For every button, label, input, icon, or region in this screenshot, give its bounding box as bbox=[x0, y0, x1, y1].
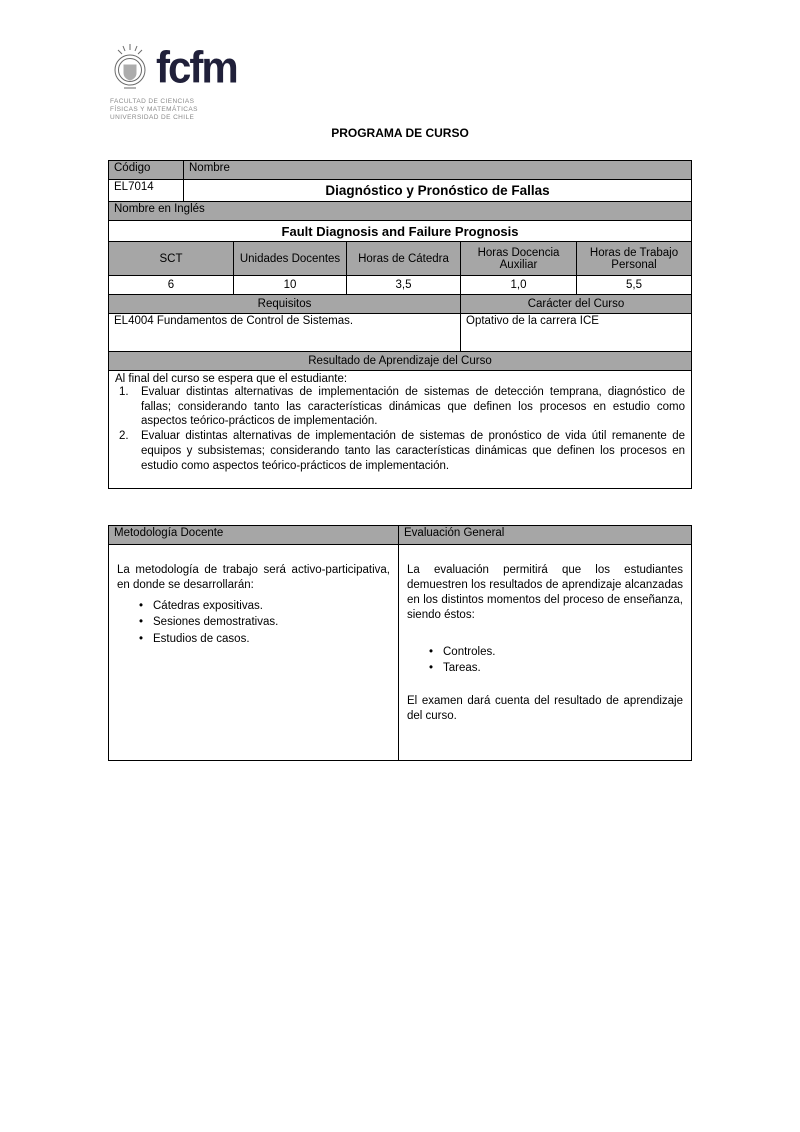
resultado-label-cell: Resultado de Aprendizaje del Curso bbox=[109, 352, 692, 371]
course-info-table bbox=[108, 160, 692, 489]
method-eval-body-row bbox=[109, 545, 692, 761]
metodologia-intro: La metodología de trabajo será activo-participativa, en donde se desarrollarán: bbox=[117, 564, 390, 591]
codigo-value-cell: EL7014 bbox=[109, 180, 184, 202]
metodologia-item-2: • Sesiones demostrativas. bbox=[139, 615, 390, 631]
requisitos-caracter-header-row bbox=[109, 295, 692, 314]
sct-header-cell: SCT bbox=[109, 242, 234, 276]
code-name-value-row bbox=[109, 180, 692, 202]
horas-catedra-value-cell: 3,5 bbox=[347, 276, 461, 295]
evaluacion-header-cell: Evaluación General bbox=[399, 526, 692, 545]
code-name-header-row bbox=[109, 161, 692, 180]
requisitos-value-cell: EL4004 Fundamentos de Control de Sistemas. bbox=[109, 314, 461, 352]
resultado-body-cell bbox=[109, 371, 692, 489]
requisitos-caracter-value-row bbox=[109, 314, 692, 352]
universidad-de-chile-seal-icon bbox=[110, 44, 150, 92]
evaluacion-intro: La evaluación permitirá que los estudiantes demuestren los resultados de aprendizaje alcanzadas en los distintos momentos del proceso de enseñanza, siendo éstos: bbox=[407, 564, 683, 621]
evaluacion-spacer-top bbox=[407, 623, 683, 639]
evaluacion-body-cell bbox=[399, 545, 692, 761]
resultado-item-1: Evaluar distintas alternativas de implementación de sistemas de detección temprana, diagnóstico de fallas; considerando tanto las características dinámicas que definen los procesos en estudio como aspectos teórico-prácticos de implementación. bbox=[141, 386, 685, 428]
page-title: PROGRAMA DE CURSO bbox=[331, 126, 469, 140]
credit-headers-row bbox=[109, 242, 692, 276]
metodologia-list bbox=[117, 599, 390, 648]
method-eval-header-row bbox=[109, 526, 692, 545]
metodologia-header-cell: Metodología Docente bbox=[109, 526, 399, 545]
horas-docencia-auxiliar-value-cell: 1,0 bbox=[461, 276, 577, 295]
fcfm-wordmark: fcfm bbox=[156, 42, 237, 93]
horas-trabajo-personal-header-cell: Horas de Trabajo Personal bbox=[577, 242, 692, 276]
evaluacion-item-2: • Tareas. bbox=[429, 661, 683, 677]
horas-docencia-auxiliar-header-cell: Horas Docencia Auxiliar bbox=[461, 242, 577, 276]
resultado-list bbox=[115, 385, 685, 473]
resultado-intro: Al final del curso se espera que el estudiante: bbox=[115, 373, 348, 385]
logo-caption bbox=[110, 98, 260, 122]
nombre-value-cell: Diagnóstico y Pronóstico de Fallas bbox=[184, 180, 692, 202]
nombre-ingles-label-cell: Nombre en Inglés bbox=[109, 202, 692, 221]
logo-caption-line3: UNIVERSIDAD DE CHILE bbox=[110, 114, 195, 122]
unidades-docentes-value-cell: 10 bbox=[234, 276, 347, 295]
caracter-value-cell: Optativo de la carrera ICE bbox=[461, 314, 692, 352]
english-name-header-row bbox=[109, 202, 692, 221]
evaluacion-spacer-bottom bbox=[407, 678, 683, 694]
horas-catedra-header-cell: Horas de Cátedra bbox=[347, 242, 461, 276]
sct-value-cell: 6 bbox=[109, 276, 234, 295]
evaluacion-item-1: • Controles. bbox=[429, 645, 683, 661]
fcfm-logo bbox=[110, 44, 260, 122]
unidades-docentes-header-cell: Unidades Docentes bbox=[234, 242, 347, 276]
horas-trabajo-personal-value-cell: 5,5 bbox=[577, 276, 692, 295]
evaluacion-outro: El examen dará cuenta del resultado de aprendizaje del curso. bbox=[407, 694, 683, 722]
metodologia-body-cell bbox=[109, 545, 399, 761]
resultado-header-row bbox=[109, 352, 692, 371]
logo-caption-line2: FÍSICAS Y MATEMÁTICAS bbox=[110, 106, 198, 114]
metodologia-item-1: • Cátedras expositivas. bbox=[139, 599, 390, 615]
nombre-ingles-value-cell: Fault Diagnosis and Failure Prognosis bbox=[109, 221, 692, 242]
credit-values-row bbox=[109, 276, 692, 295]
english-name-value-row bbox=[109, 221, 692, 242]
codigo-label-cell: Código bbox=[109, 161, 184, 180]
caracter-label-cell: Carácter del Curso bbox=[461, 295, 692, 314]
logo-row bbox=[110, 44, 260, 92]
requisitos-label-cell: Requisitos bbox=[109, 295, 461, 314]
evaluacion-list bbox=[407, 645, 683, 677]
resultado-item-2: Evaluar distintas alternativas de implementación de sistemas de pronóstico de vida útil remanente de equipos y subsistemas; considerando tanto las características dinámicas que definen los procesos en estudio como aspectos teórico-prácticos de implementación. bbox=[141, 430, 685, 472]
logo-caption-line1: FACULTAD DE CIENCIAS bbox=[110, 98, 195, 105]
nombre-label-cell: Nombre bbox=[184, 161, 692, 180]
resultado-body-row bbox=[109, 371, 692, 489]
methodology-evaluation-table bbox=[108, 525, 692, 761]
metodologia-item-3: • Estudios de casos. bbox=[139, 632, 390, 648]
